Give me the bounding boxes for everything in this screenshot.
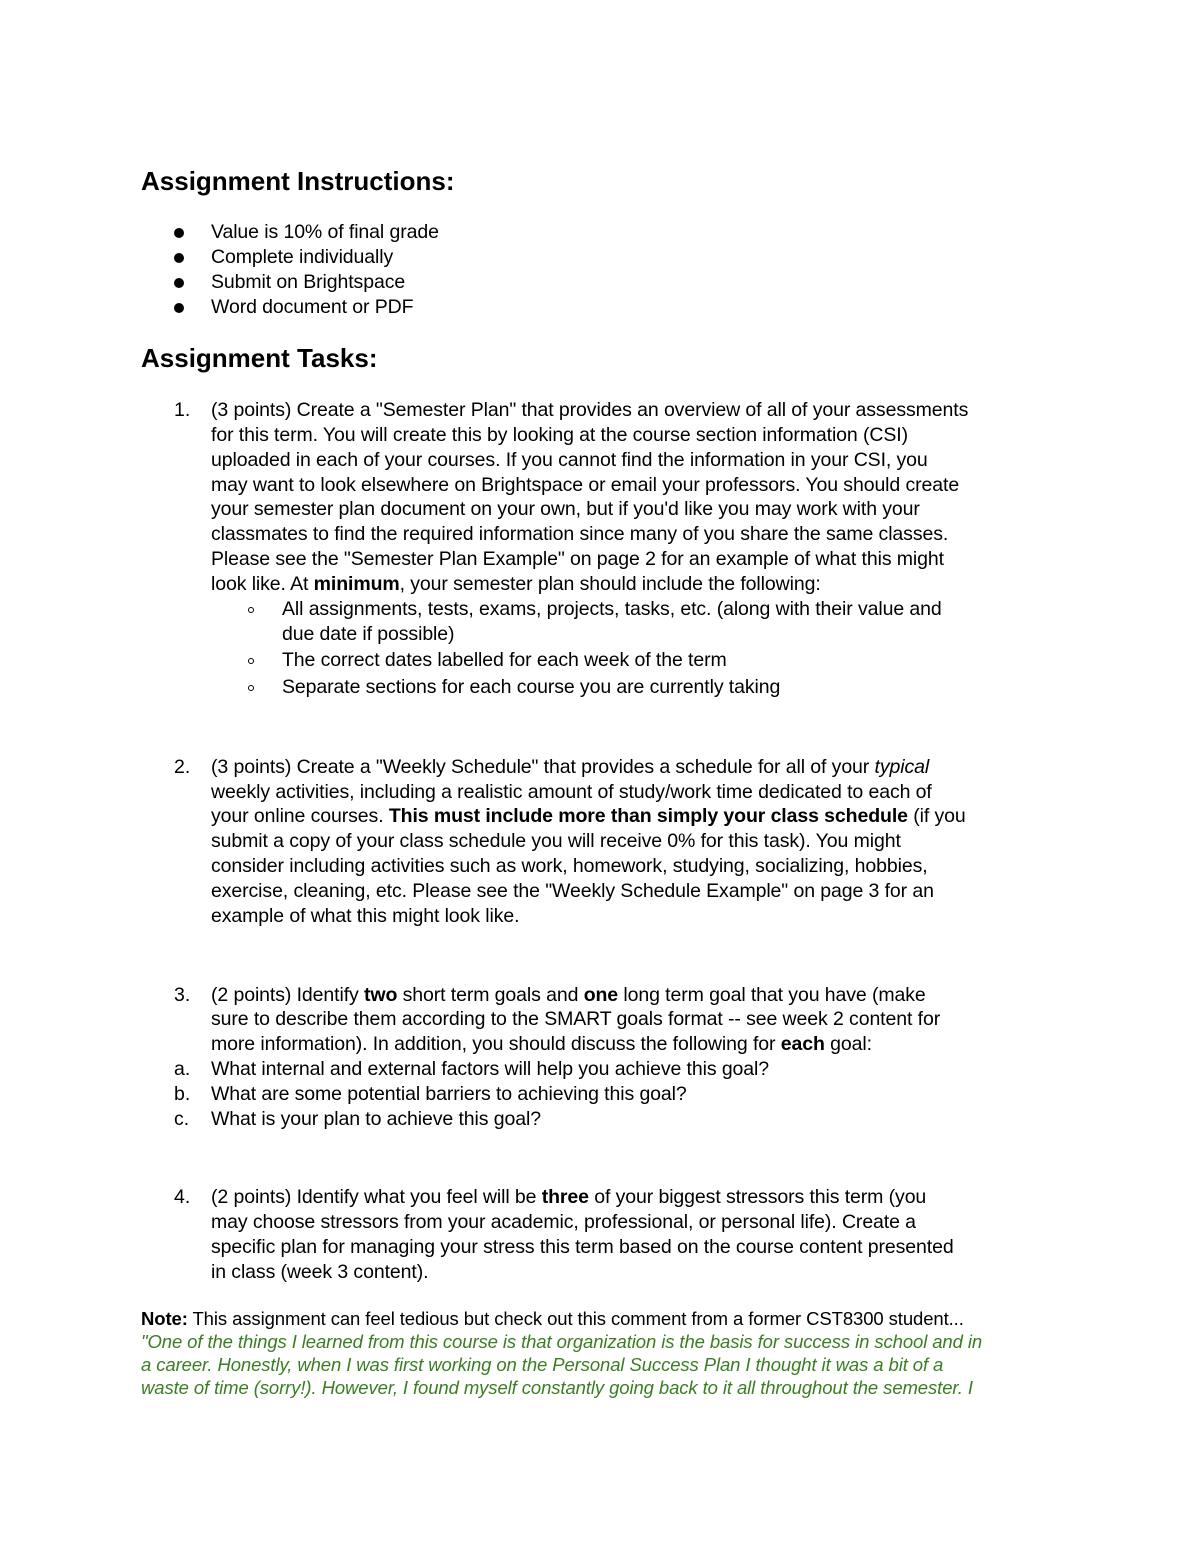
task-1-line: your semester plan document on your own, but if you'd like you may work with your <box>211 498 920 520</box>
text-run: more information). In addition, you should discuss the following for <box>211 1033 781 1055</box>
task-1-line: Please see the "Semester Plan Example" on page 2 for an example of what this might <box>211 548 944 570</box>
task-2-line <box>211 755 929 780</box>
task-1-line: (3 points) Create a "Semester Plan" that provides an overview of all of your assessments <box>211 399 969 421</box>
text-run: of your biggest stressors this term (you <box>588 1186 927 1208</box>
bullet-dot <box>174 253 184 263</box>
note-line <box>141 1307 964 1330</box>
task-1-subitem: Separate sections for each course you are currently taking <box>282 676 781 698</box>
instruction-item: Submit on Brightspace <box>211 271 406 293</box>
text-run: long term goal that you have (make <box>618 984 926 1006</box>
task-1-subitem: The correct dates labelled for each week of the term <box>282 649 727 671</box>
bullet-dot <box>174 228 184 238</box>
sub-bullet-circle <box>248 658 254 664</box>
text-run: (3 points) Create a "Weekly Schedule" that provides a schedule for all of your <box>211 756 875 778</box>
note-text: This assignment can feel tedious but check out this comment from a former CST8300 student... <box>187 1308 964 1329</box>
quote-line: a career. Honestly, when I was first working on the Personal Success Plan I thought it was a bit of a <box>141 1354 944 1375</box>
note-label: Note: <box>141 1308 188 1329</box>
task-1-number: 1. <box>174 399 191 421</box>
task-1-line: uploaded in each of your courses. If you cannot find the information in your CSI, you <box>211 449 928 471</box>
italic-typical: typical <box>874 756 930 778</box>
task-2-line: submit a copy of your class schedule you will receive 0% for this task). You might <box>211 830 901 852</box>
quote-line: waste of time (sorry!). However, I found myself constantly going back to it all throughout the semester. I <box>141 1377 973 1398</box>
task-1-subitem: All assignments, tests, exams, projects, tasks, etc. (along with their value and <box>282 598 942 620</box>
task-3-subitem: What internal and external factors will help you achieve this goal? <box>211 1058 770 1080</box>
text-run: , your semester plan should include the following: <box>399 573 821 595</box>
instructions-heading: Assignment Instructions: <box>141 166 455 196</box>
task-2-line: example of what this might look like. <box>211 905 520 927</box>
task-1-line: may want to look elsewhere on Brightspace or email your professors. You should create <box>211 474 960 496</box>
task-4-line: specific plan for managing your stress this term based on the course content presented <box>211 1236 954 1258</box>
sub-bullet-circle <box>248 685 254 691</box>
task-2-line: exercise, cleaning, etc. Please see the "Weekly Schedule Example" on page 3 for an <box>211 880 934 902</box>
bold-one: one <box>583 984 619 1006</box>
text-run: (if you <box>907 805 966 827</box>
tasks-heading: Assignment Tasks: <box>141 343 378 373</box>
task-3-number: 3. <box>174 984 191 1006</box>
task-3-sub-marker: c. <box>174 1108 190 1130</box>
text-run: (2 points) Identify <box>211 984 364 1006</box>
bold-two: two <box>364 984 398 1006</box>
task-2-line: consider including activities such as work, homework, studying, socializing, hobbies, <box>211 855 928 877</box>
quote-line: "One of the things I learned from this course is that organization is the basis for success in school and in <box>141 1331 983 1352</box>
text-run: (2 points) Identify what you feel will be <box>211 1186 542 1208</box>
instruction-item: Word document or PDF <box>211 296 414 318</box>
text-run: goal: <box>824 1033 872 1055</box>
instruction-item: Complete individually <box>211 246 394 268</box>
task-2-line: weekly activities, including a realistic amount of study/work time dedicated to each of <box>211 781 932 803</box>
text-run: your online courses. <box>211 805 389 827</box>
bold-three: three <box>541 1186 589 1208</box>
task-4-line: may choose stressors from your academic, professional, or personal life). Create a <box>211 1211 916 1233</box>
bold-minimum: minimum <box>313 573 400 595</box>
task-1-subitem-cont: due date if possible) <box>282 623 455 645</box>
task-3-line: sure to describe them according to the SMART goals format -- see week 2 content for <box>211 1008 941 1030</box>
task-4-number: 4. <box>174 1186 191 1208</box>
task-3-subitem: What are some potential barriers to achieving this goal? <box>211 1083 687 1105</box>
bold-each: each <box>780 1033 825 1055</box>
task-4-line: in class (week 3 content). <box>211 1261 429 1283</box>
bold-emphasis: This must include more than simply your class schedule <box>388 805 908 827</box>
task-3-line <box>211 983 926 1008</box>
task-3-subitem: What is your plan to achieve this goal? <box>211 1108 541 1130</box>
text-run: short term goals and <box>397 984 584 1006</box>
task-3-sub-marker: b. <box>174 1083 191 1105</box>
sub-bullet-circle <box>248 607 254 613</box>
task-2-number: 2. <box>174 756 191 778</box>
task-3-line <box>211 1032 872 1057</box>
bullet-dot <box>174 278 184 288</box>
task-1-line: for this term. You will create this by looking at the course section information (CSI) <box>211 424 908 446</box>
task-4-line <box>211 1185 926 1210</box>
task-3-sub-marker: a. <box>174 1058 191 1080</box>
instruction-item: Value is 10% of final grade <box>211 221 439 243</box>
text-run: look like. At <box>211 573 314 595</box>
task-1-line <box>211 572 821 597</box>
task-1-line: classmates to find the required information since many of you share the same classes. <box>211 523 949 545</box>
task-2-line <box>211 804 966 829</box>
bullet-dot <box>174 303 184 313</box>
